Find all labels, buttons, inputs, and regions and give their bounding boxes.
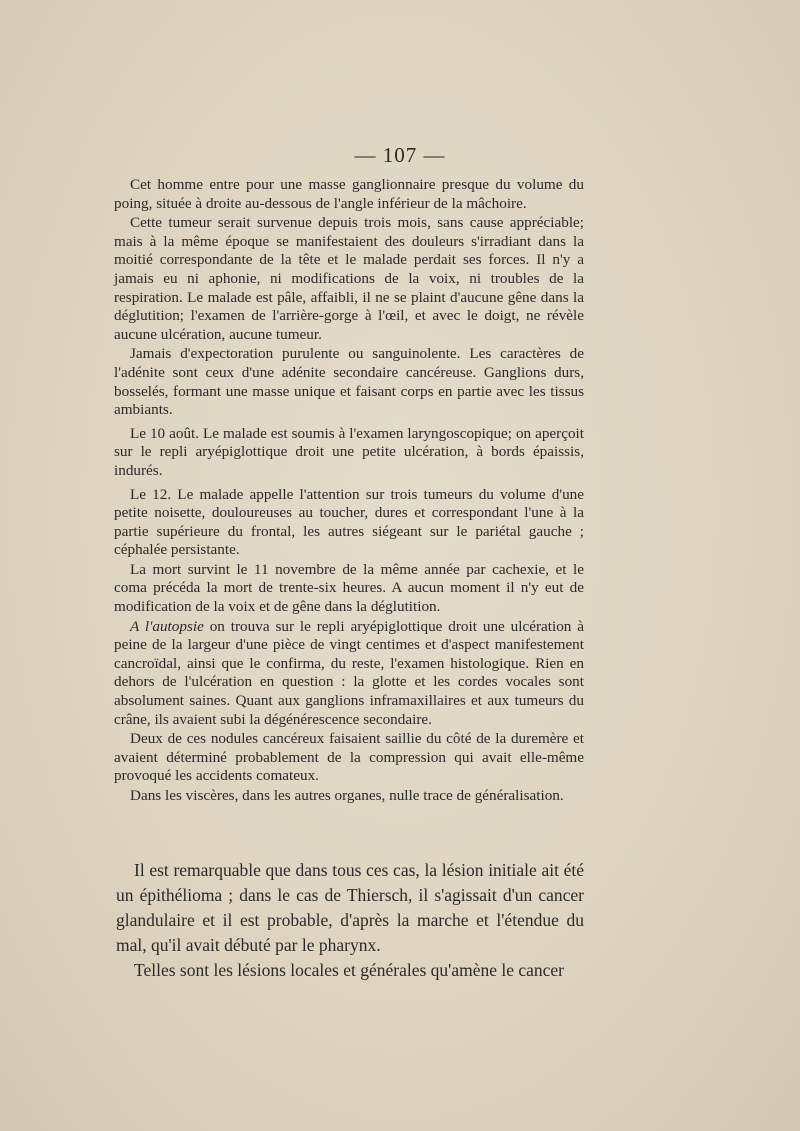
body-paragraph: Il est remarquable que dans tous ces cas, la lésion initiale ait été un épithélioma ; dans le cas de Thiersch, il s'agissait d'un cancer glandulaire et il est probable, d'après la marche et l'étendue du mal, qu'il avait débuté par le pharynx.: [116, 860, 584, 955]
observation-paragraph: Cet homme entre pour une masse ganglionnaire presque du volume du poing, située à droite au-dessous de l'angle inférieur de la mâchoire.: [114, 176, 584, 212]
page-number: — 107 —: [354, 143, 446, 167]
autopsy-text: on trouva sur le repli aryépiglottique droit une ulcération à peine de la largeur d'une pièce de vingt centimes et d'aspect manifestement cancroïdal, ainsi que le confirma, du reste, l'examen histologique. Rien en dehors de l'ulcération en question : la glotte et les cordes vocales sont absolument saines. Quant aux ganglions inframaxillaires et aux tumeurs du crâne, ils avaient subi la dégénérescence secondaire.: [114, 617, 585, 728]
main-text: [116, 858, 584, 983]
observation-paragraph: Le 12. Le malade appelle l'attention sur trois tumeurs du volume d'une petite noisette, douloureuses au toucher, dures et correspondant l'une à la partie supérieure du frontal, les autres siégeant sur le pariétal gauche ; céphalée persistante.: [114, 485, 584, 559]
observation-paragraph: Dans les viscères, dans les autres organes, nulle trace de généralisation.: [130, 787, 564, 804]
observation-text: [114, 176, 584, 807]
observation-paragraph: Jamais d'expectoration purulente ou sanguinolente. Les caractères de l'adénite sont ceux d'une adénite secondaire cancéreuse. Ganglions durs, bosselés, formant une masse unique et faisant corps en partie avec les tissus ambiants.: [114, 345, 584, 419]
observation-paragraph: [114, 618, 584, 730]
observation-paragraph: La mort survint le 11 novembre de la même année par cachexie, et le coma précéda la mort de trente-six heures. A aucun moment il n'y eut de modification de la voix et de gêne dans la déglutition.: [114, 560, 584, 616]
observation-paragraph: Cette tumeur serait survenue depuis trois mois, sans cause appréciable; mais à la même époque se manifestaient des douleurs s'irradiant dans la moitié correspondante de la tête et le malade perdait ses forces. Il n'y a jamais eu ni aphonie, ni modifications de la voix, ni troubles de la respiration. Le malade est pâle, affaibli, il ne se plaint d'aucune gêne dans la déglutition; l'examen de l'arrière-gorge à l'œil, et avec le doigt, ne révèle aucune ulcération, aucune tumeur.: [114, 214, 584, 343]
body-paragraph: Telles sont les lésions locales et générales qu'amène le cancer: [134, 960, 565, 980]
observation-paragraph: Le 10 août. Le malade est soumis à l'examen laryngoscopique; on aperçoit sur le repli aryépiglottique droit une petite ulcération, à bords épaissis, indurés.: [114, 424, 584, 479]
observation-paragraph: Deux de ces nodules cancéreux faisaient saillie du côté de la duremère et avaient déterminé probablement de la compression qui avait elle-même provoqué les accidents comateux.: [114, 730, 584, 785]
autopsy-italic: A l'autopsie: [130, 617, 204, 635]
